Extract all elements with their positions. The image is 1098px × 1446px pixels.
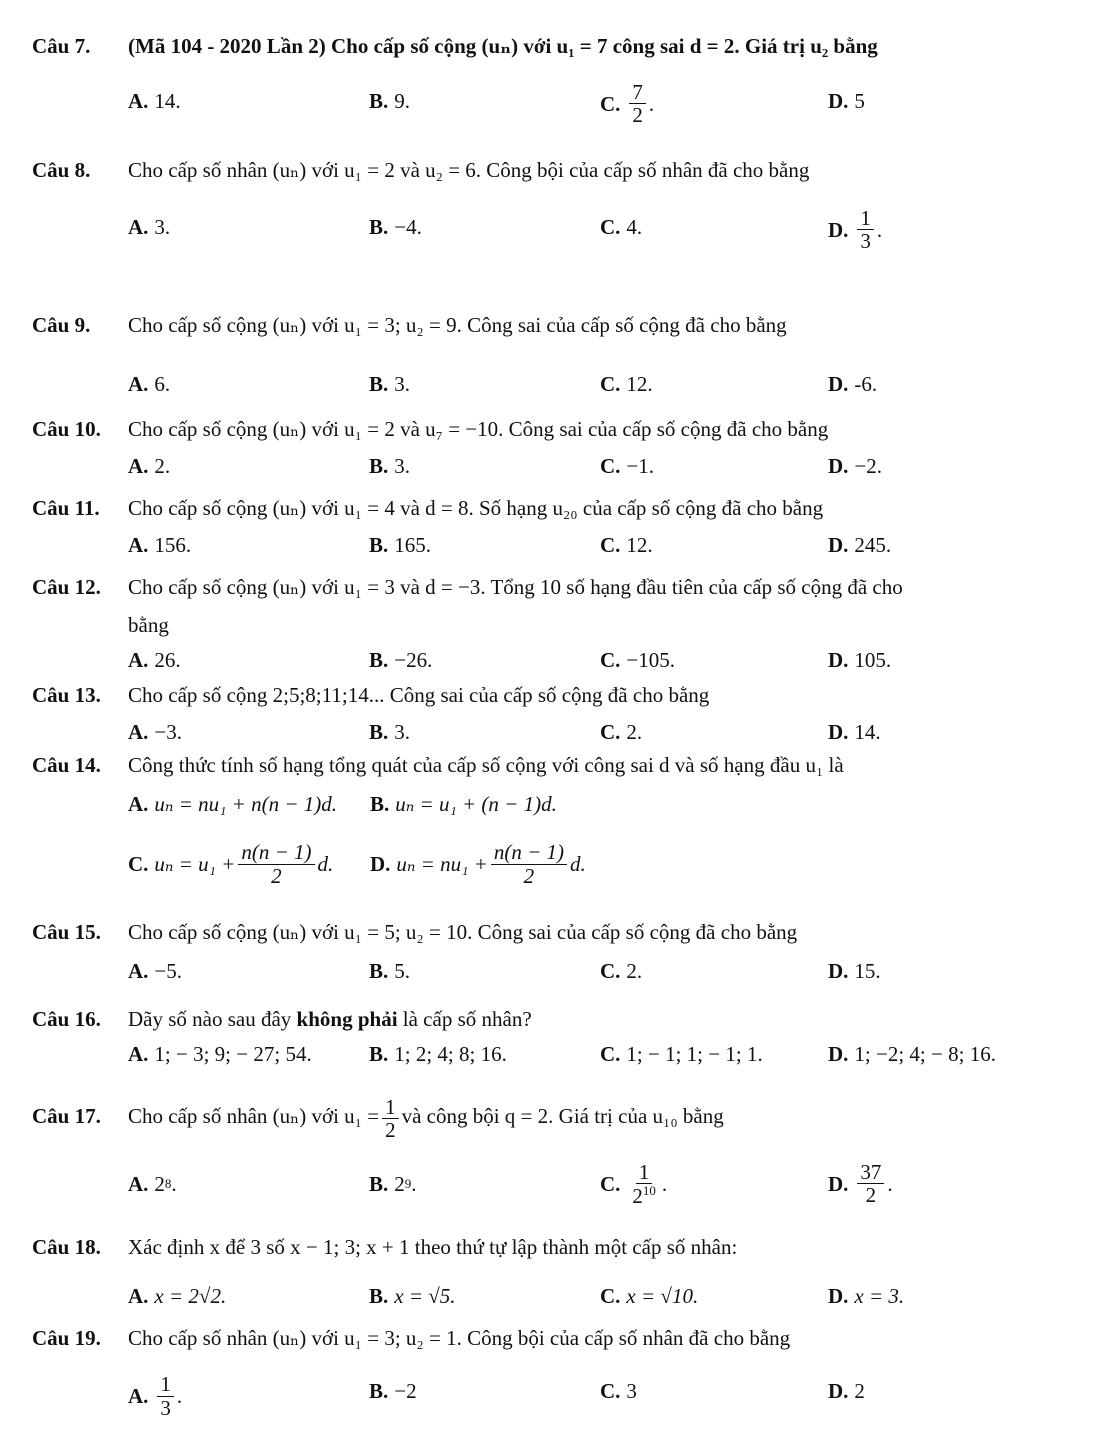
option-a[interactable]: A. −5.	[128, 959, 183, 983]
options	[32, 1371, 1092, 1421]
option-c[interactable]: C. 1; − 1; 1; − 1; 1.	[600, 1042, 763, 1066]
option-c[interactable]: C. −1.	[600, 454, 655, 478]
option-b[interactable]: B. −26.	[369, 648, 433, 672]
option-b[interactable]: B. −4.	[369, 215, 422, 239]
question-stem: Cho cấp số cộng (uₙ) với u₁ = 4 và d = 8. Số hạng u₂₀ của cấp số cộng đã cho bằng	[128, 496, 824, 520]
option-b[interactable]: B. 3.	[369, 454, 411, 478]
question-number: Câu 11.	[32, 496, 100, 520]
options	[32, 80, 1092, 128]
option-c[interactable]: C. 2.	[600, 720, 643, 744]
question-15	[32, 917, 1092, 991]
option-a[interactable]: A. 2 8 .	[128, 1171, 177, 1196]
question-number: Câu 13.	[32, 683, 101, 707]
option-a[interactable]: A. x = 2√2.	[128, 1284, 227, 1308]
option-a[interactable]: A. 26.	[128, 648, 181, 672]
option-c[interactable]: C. 2.	[600, 959, 643, 983]
option-b[interactable]: B. 5.	[369, 959, 411, 983]
question-stem: Cho cấp số cộng (uₙ) với u₁ = 5; u₂ = 10. Công sai của cấp số cộng đã cho bằng	[128, 920, 798, 944]
question-13	[32, 680, 1092, 752]
question-stem: Cho cấp số cộng (uₙ) với u₁ = 3; u₂ = 9. Công sai của cấp số cộng đã cho bằng	[128, 313, 787, 337]
fraction: $\frac{n(n - 1)}{2}$	[238, 841, 314, 886]
options	[32, 1034, 1092, 1074]
option-c[interactable]: C. $\frac{1}{2^{10}}$ .	[600, 1159, 668, 1208]
fraction: $\frac{37}{2}$	[857, 1161, 884, 1206]
question-number: Câu 15.	[32, 920, 101, 944]
question-8	[32, 155, 1092, 254]
option-d[interactable]: D. 105.	[828, 648, 892, 672]
option-c[interactable]: C. 12.	[600, 533, 653, 557]
option-a[interactable]: A. 14.	[128, 89, 181, 113]
question-17	[32, 1092, 1092, 1209]
options	[32, 1159, 1092, 1209]
question-number: Câu 16.	[32, 1007, 101, 1031]
option-b[interactable]: B. −2	[369, 1379, 417, 1403]
option-a[interactable]: A. 1; − 3; 9; − 27; 54.	[128, 1042, 312, 1066]
options-row-2	[32, 836, 1092, 892]
question-stem-continued: bằng	[128, 613, 169, 637]
option-c[interactable]: C. x = √10.	[600, 1284, 699, 1308]
option-b[interactable]: B. 1; 2; 4; 8; 16.	[369, 1042, 507, 1066]
option-d[interactable]: D. 15.	[828, 959, 881, 983]
options	[32, 364, 1092, 404]
question-stem: Cho cấp số nhân (uₙ) với u₁ = 2 và u₂ = 6. Công bội của cấp số nhân đã cho bằng	[128, 158, 810, 182]
options	[32, 951, 1092, 991]
option-d[interactable]: D. −2.	[828, 454, 883, 478]
options	[32, 1276, 1092, 1316]
question-stem: (Mã 104 - 2020 Lần 2) Cho cấp số cộng (uₙ) với u₁ = 7 công sai d = 2. Giá trị u₂ bằng	[128, 34, 878, 58]
options-row-1	[32, 784, 1092, 824]
option-a[interactable]: A. 156.	[128, 533, 192, 557]
options	[32, 446, 1092, 486]
question-stem: Công thức tính số hạng tổng quát của cấp số cộng với công sai d và số hạng đầu u₁ là	[128, 753, 844, 777]
question-number: Câu 7.	[32, 34, 91, 58]
option-c[interactable]: C. $\frac{7}{2}$ .	[600, 80, 655, 128]
option-c[interactable]: C. −105.	[600, 648, 676, 672]
options	[32, 640, 1092, 680]
option-b[interactable]: B. 2 9 .	[369, 1171, 417, 1196]
question-number: Câu 14.	[32, 753, 101, 777]
option-b[interactable]: B. 3.	[369, 372, 411, 396]
question-stem: Cho cấp số nhân (uₙ) với u₁ = $\frac{1}{2}$ và công bội q = 2. Giá trị của u₁₀ bằng	[128, 1094, 724, 1142]
question-stem: Dãy số nào sau đây không phải là cấp số nhân?	[128, 1007, 532, 1031]
option-d[interactable]: D. 14.	[828, 720, 881, 744]
option-d[interactable]: D. $\frac{1}{3}$ .	[828, 206, 883, 254]
option-c[interactable]: C. 12.	[600, 372, 653, 396]
option-a[interactable]: A. uₙ = nu₁ + n(n − 1)d.	[128, 792, 337, 816]
option-a[interactable]: A. −3.	[128, 720, 183, 744]
option-b[interactable]: B. 3.	[369, 720, 411, 744]
option-a[interactable]: A. 3.	[128, 215, 171, 239]
fraction: $\frac{7}{2}$	[629, 81, 646, 126]
question-number: Câu 18.	[32, 1235, 101, 1259]
question-stem: Xác định x để 3 số x − 1; 3; x + 1 theo thứ tự lập thành một cấp số nhân:	[128, 1235, 738, 1259]
fraction: $\frac{n(n - 1)}{2}$	[491, 841, 567, 886]
fraction: $\frac{1}{2^{10}}$	[632, 1159, 656, 1208]
question-stem: Cho cấp số nhân (uₙ) với u₁ = 3; u₂ = 1. Công bội của cấp số nhân đã cho bằng	[128, 1326, 791, 1350]
option-a[interactable]: A. $\frac{1}{3}$ .	[128, 1372, 183, 1420]
option-b[interactable]: B. 165.	[369, 533, 432, 557]
fraction: $\frac{1}{2}$	[382, 1096, 399, 1141]
question-19	[32, 1323, 1092, 1421]
question-18	[32, 1232, 1092, 1316]
question-7	[32, 31, 1092, 128]
option-c[interactable]: C. uₙ = u₁ + $\frac{n(n - 1)}{2}$ d.	[128, 840, 334, 888]
question-number: Câu 12.	[32, 575, 101, 599]
option-d[interactable]: D. 245.	[828, 533, 892, 557]
options	[32, 525, 1092, 565]
option-d[interactable]: D. 2	[828, 1379, 865, 1403]
option-b[interactable]: B. 9.	[369, 89, 411, 113]
options	[32, 206, 1092, 254]
option-a[interactable]: A. 2.	[128, 454, 171, 478]
option-d[interactable]: D. uₙ = nu₁ + $\frac{n(n - 1)}{2}$ d.	[370, 840, 586, 888]
question-number: Câu 10.	[32, 417, 101, 441]
fraction: $\frac{1}{3}$	[857, 207, 874, 252]
question-stem: Cho cấp số cộng (uₙ) với u₁ = 2 và u₇ = −10. Công sai của cấp số cộng đã cho bằng	[128, 417, 829, 441]
question-stem: Cho cấp số cộng (uₙ) với u₁ = 3 và d = −3. Tổng 10 số hạng đầu tiên của cấp số cộng đã cho	[128, 575, 903, 599]
option-c[interactable]: C. 4.	[600, 215, 643, 239]
question-stem: Cho cấp số cộng 2;5;8;11;14... Công sai của cấp số cộng đã cho bằng	[128, 683, 710, 707]
option-b[interactable]: B. x = √5.	[369, 1284, 456, 1308]
option-d[interactable]: D. 5	[828, 89, 865, 113]
option-d[interactable]: D. 1; −2; 4; − 8; 16.	[828, 1042, 996, 1066]
question-9	[32, 310, 1092, 404]
question-number: Câu 17.	[32, 1104, 101, 1128]
option-c[interactable]: C. 3	[600, 1379, 637, 1403]
option-a[interactable]: A. 6.	[128, 372, 171, 396]
fraction: $\frac{1}{3}$	[157, 1373, 174, 1418]
question-number: Câu 19.	[32, 1326, 101, 1350]
question-10	[32, 414, 1092, 486]
option-d[interactable]: D. $\frac{37}{2}$ .	[828, 1160, 893, 1208]
question-12	[32, 572, 1092, 680]
options	[32, 712, 1092, 752]
option-d[interactable]: D. x = 3.	[828, 1284, 905, 1308]
option-d[interactable]: D. -6.	[828, 372, 878, 396]
question-16	[32, 1004, 1092, 1074]
question-number: Câu 9.	[32, 313, 91, 337]
question-14	[32, 750, 1092, 892]
option-b[interactable]: B. uₙ = u₁ + (n − 1)d.	[370, 792, 557, 816]
question-11	[32, 493, 1092, 565]
question-number: Câu 8.	[32, 158, 91, 182]
